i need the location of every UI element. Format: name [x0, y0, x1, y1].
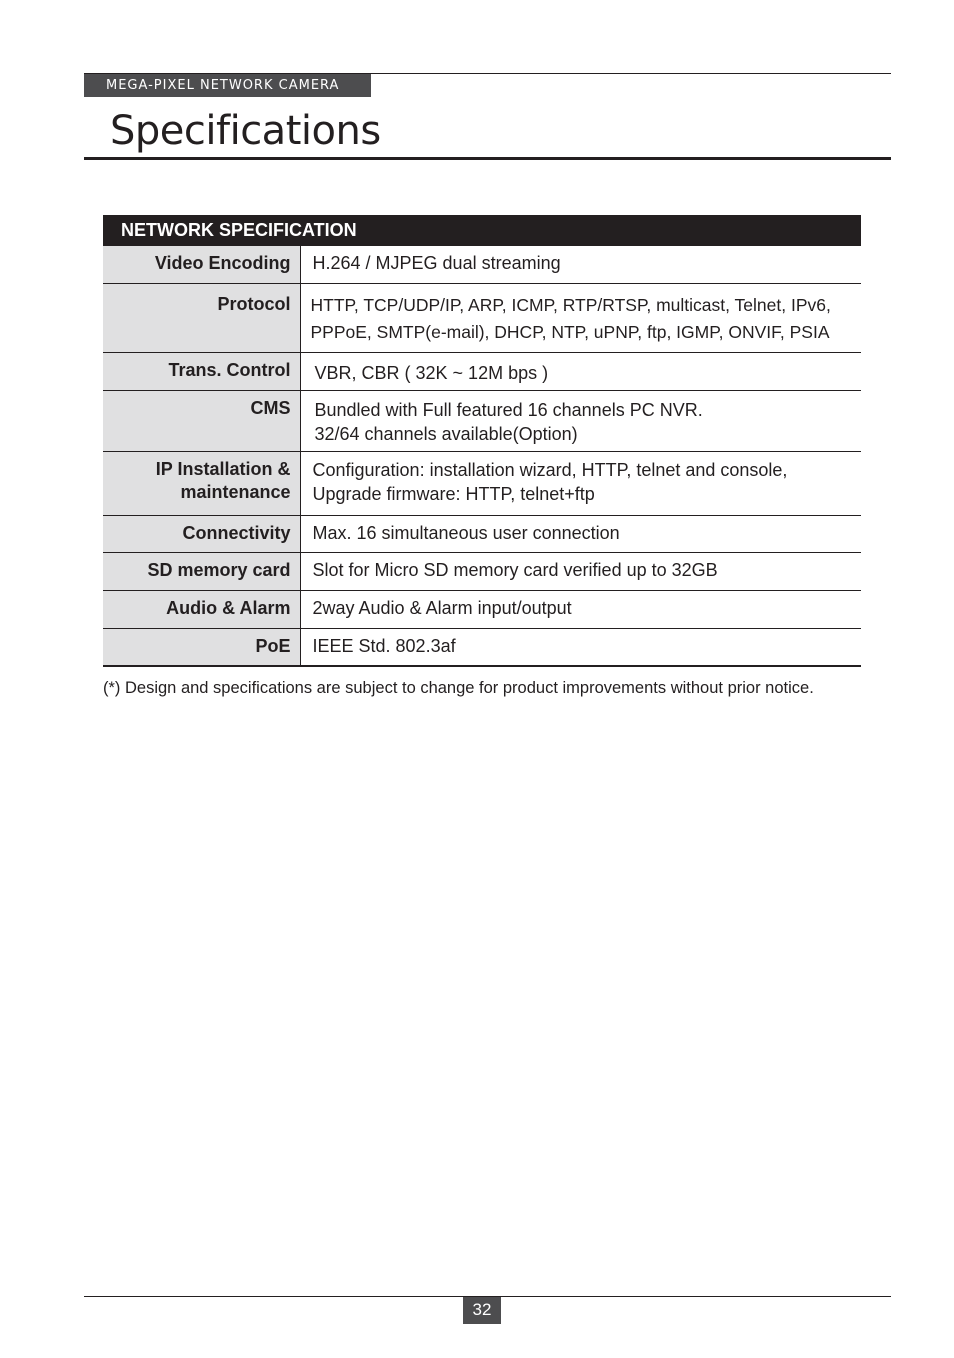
table-header-row	[103, 215, 861, 246]
row-label: Audio & Alarm	[103, 590, 300, 628]
table-row	[103, 246, 861, 283]
row-label: Protocol	[103, 283, 300, 352]
table-row	[103, 552, 861, 590]
row-value: Max. 16 simultaneous user connection	[300, 515, 861, 552]
table-heading: NETWORK SPECIFICATION	[103, 215, 861, 246]
network-spec-table	[103, 215, 861, 667]
title-rule	[84, 157, 891, 160]
page-number: 32	[463, 1297, 501, 1324]
table-row	[103, 515, 861, 552]
table-row	[103, 451, 861, 515]
row-label: SD memory card	[103, 552, 300, 590]
row-label: CMS	[103, 390, 300, 451]
row-label: Video Encoding	[103, 246, 300, 283]
row-value: IEEE Std. 802.3af	[300, 628, 861, 666]
row-label: Connectivity	[103, 515, 300, 552]
table-row	[103, 628, 861, 666]
row-value: 2way Audio & Alarm input/output	[300, 590, 861, 628]
row-value: Configuration: installation wizard, HTTP, telnet and console, Upgrade firmware: HTTP, telnet+ftp	[300, 451, 861, 515]
row-value: Slot for Micro SD memory card verified up to 32GB	[300, 552, 861, 590]
disclaimer-note: (*) Design and specifications are subject to change for product improvements without prior notice.	[103, 679, 814, 697]
row-value: Bundled with Full featured 16 channels PC NVR. 32/64 channels available(Option)	[300, 390, 861, 451]
table-row	[103, 590, 861, 628]
row-label: PoE	[103, 628, 300, 666]
row-label: IP Installation & maintenance	[103, 451, 300, 515]
table-row	[103, 390, 861, 451]
table-row	[103, 283, 861, 352]
row-label: Trans. Control	[103, 352, 300, 390]
row-value: VBR, CBR ( 32K ~ 12M bps )	[300, 352, 861, 390]
header-tag: MEGA-PIXEL NETWORK CAMERA	[84, 74, 371, 97]
row-value: HTTP, TCP/UDP/IP, ARP, ICMP, RTP/RTSP, multicast, Telnet, IPv6, PPPoE, SMTP(e-mail), DHCP, NTP, uPNP, ftp, IGMP, ONVIF, PSIA	[300, 283, 861, 352]
page-title: Specifications	[110, 108, 381, 154]
table-row	[103, 352, 861, 390]
row-value: H.264 / MJPEG dual streaming	[300, 246, 861, 283]
